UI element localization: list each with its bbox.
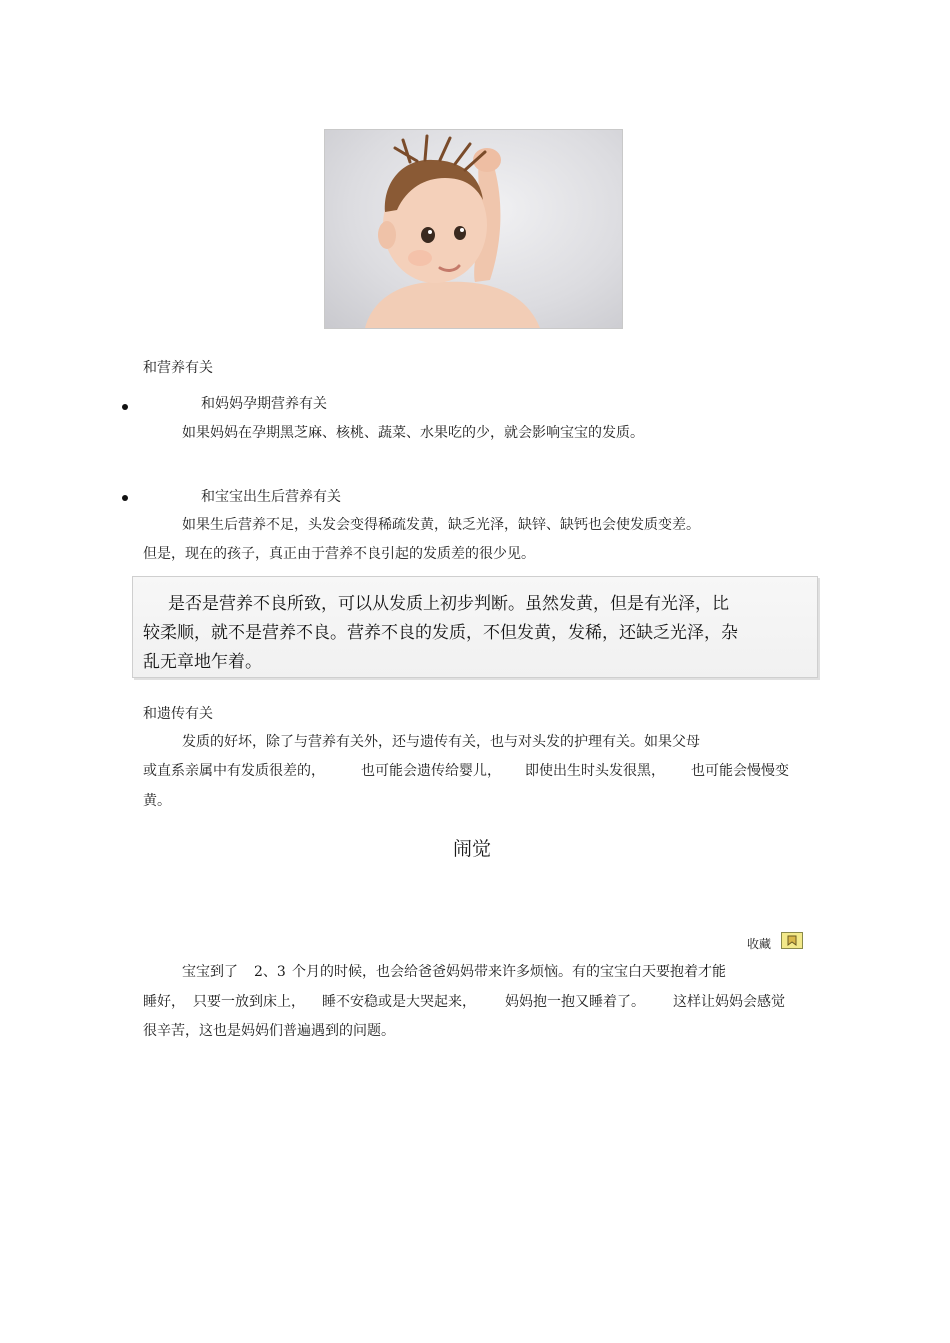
article-line: 宝宝到了 — [182, 964, 238, 980]
sub-heading-pregnancy: 和妈妈孕期营养有关 — [201, 396, 327, 412]
baby-illustration — [325, 130, 622, 328]
article-line: 这样让妈妈会感觉 — [673, 994, 785, 1010]
paragraph-pregnancy: 如果妈妈在孕期黑芝麻、核桃、蔬菜、水果吃的少，就会影响宝宝的发质。 — [182, 425, 644, 441]
article-line: 很辛苦，这也是妈妈们普遍遇到的问题。 — [143, 1023, 395, 1039]
callout-line: 是否是营养不良所致，可以从发质上初步判断。虽然发黄，但是有光泽，比 — [168, 594, 729, 614]
article-line: 睡好， — [143, 994, 185, 1010]
favorite-icon[interactable] — [781, 932, 803, 949]
article-title: 闹觉 — [453, 838, 492, 860]
bullet-dot — [122, 404, 128, 410]
paragraph-genetics-line: 也可能会慢慢变 — [691, 763, 789, 779]
callout-line: 较柔顺，就不是营养不良。营养不良的发质，不但发黄，发稀，还缺乏光泽，杂 — [143, 623, 738, 643]
paragraph-genetics-line: 发质的好坏，除了与营养有关外，还与遗传有关，也与对头发的护理有关。如果父母 — [182, 734, 700, 750]
article-line: 妈妈抱一抱又睡着了。 — [505, 994, 645, 1010]
paragraph-genetics-line: 或直系亲属中有发质很差的， — [143, 763, 325, 779]
baby-photo — [324, 129, 623, 329]
bullet-dot — [122, 495, 128, 501]
favorite-link[interactable]: 收藏 — [747, 937, 772, 951]
paragraph-genetics-line: 黄。 — [143, 793, 171, 809]
callout-box — [132, 576, 818, 678]
paragraph-genetics-line: 也可能会遗传给婴儿， — [361, 763, 501, 779]
sub-heading-after-birth: 和宝宝出生后营养有关 — [201, 489, 341, 505]
article-line: 2、3 — [254, 964, 286, 980]
paragraph-after-birth: 如果生后营养不足，头发会变得稀疏发黄，缺乏光泽，缺锌、缺钙也会使发质变差。 — [182, 517, 700, 533]
article-line: 睡不安稳或是大哭起来， — [322, 994, 476, 1010]
section-title-genetics: 和遗传有关 — [143, 706, 213, 722]
article-line: 只要一放到床上， — [193, 994, 305, 1010]
paragraph-genetics-line: 即使出生时头发很黑， — [525, 763, 665, 779]
paragraph-note: 但是，现在的孩子，真正由于营养不良引起的发质差的很少见。 — [143, 546, 535, 562]
section-title-nutrition: 和营养有关 — [143, 360, 213, 376]
article-line: 个月的时候，也会给爸爸妈妈带来许多烦恼。有的宝宝白天要抱着才能 — [292, 964, 726, 980]
callout-line: 乱无章地乍着。 — [143, 652, 262, 672]
